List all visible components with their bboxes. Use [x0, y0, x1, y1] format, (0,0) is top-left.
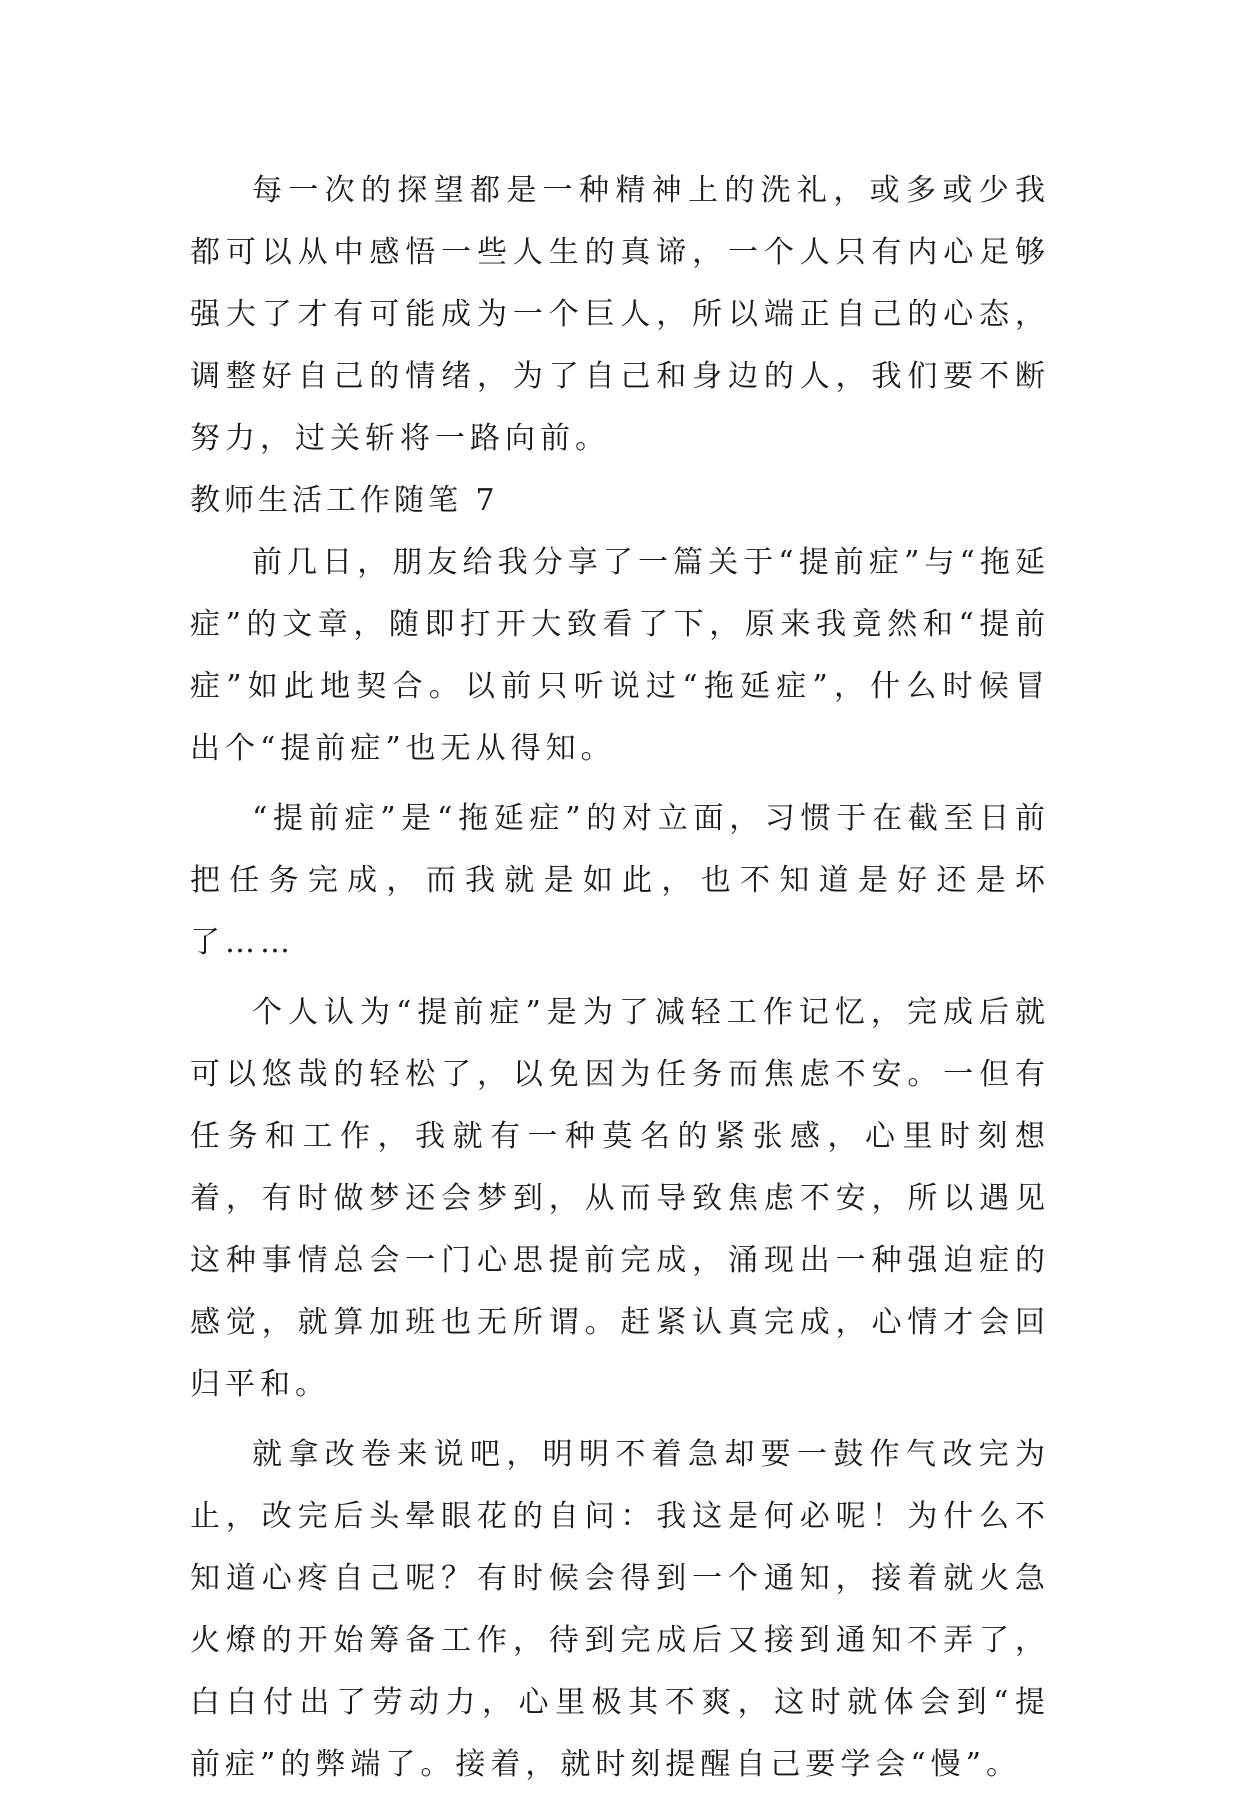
- paragraph-intro: 每一次的探望都是一种精神上的洗礼，或多或少我都可以从中感悟一些人生的真谛，一个人只有内心足够强大了才有可能成为一个巨人，所以端正自己的心态，调整好自己的情绪，为了自己和身边的人，我们要不断努力，过关斩将一路向前。: [190, 173, 1050, 456]
- document-body: [190, 160, 1050, 1796]
- paragraph-2: “提前症”是“拖延症”的对立面，习惯于在截至日前把任务完成，而我就是如此，也不知道是好还是坏了……: [190, 801, 1050, 960]
- section-title: 教师生活工作随笔 7: [190, 483, 499, 518]
- paragraph-3: 个人认为“提前症”是为了减轻工作记忆，完成后就可以悠哉的轻松了，以免因为任务而焦虑不安。一但有任务和工作，我就有一种莫名的紧张感，心里时刻想着，有时做梦还会梦到，从而导致焦虑不安，所以遇见这种事情总会一门心思提前完成，涌现出一种强迫症的感觉，就算加班也无所谓。赶紧认真完成，心情才会回归平和。: [190, 995, 1050, 1402]
- paragraph-1: 前几日，朋友给我分享了一篇关于“提前症”与“拖延症”的文章，随即打开大致看了下，原来我竟然和“提前症”如此地契合。以前只听说过“拖延症”，什么时候冒出个“提前症”也无从得知。: [190, 545, 1050, 766]
- paragraph-4: 就拿改卷来说吧，明明不着急却要一鼓作气改完为止，改完后头晕眼花的自问：我这是何必呢！为什么不知道心疼自己呢？有时候会得到一个通知，接着就火急火燎的开始筹备工作，待到完成后又接到通知不弄了，白白付出了劳动力，心里极其不爽，这时就体会到“提前症”的弊端了。接着，就时刻提醒自己要学会“慢”。: [190, 1437, 1050, 1782]
